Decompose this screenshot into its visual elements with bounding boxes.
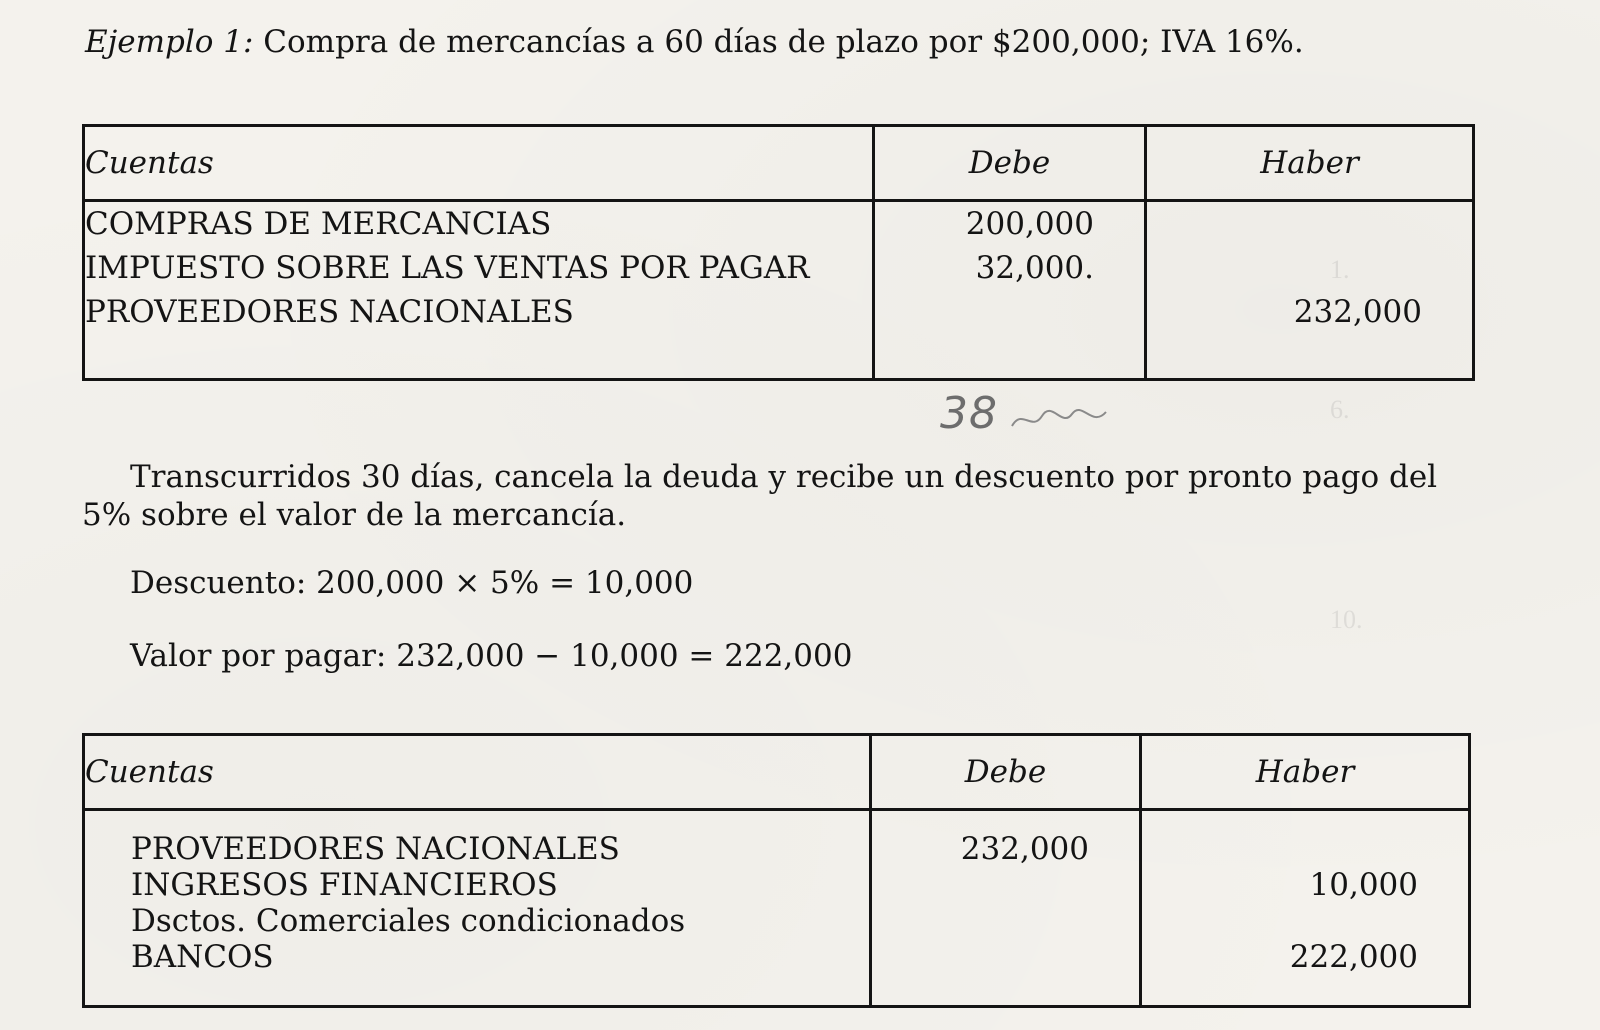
haber-amount — [1147, 246, 1472, 290]
debe-cell — [871, 810, 1141, 1007]
account-name: COMPRAS DE MERCANCIAS — [85, 206, 552, 242]
account-name: INGRESOS FINANCIEROS — [131, 867, 558, 903]
header-haber: Haber — [1141, 735, 1470, 810]
debe-amount — [872, 903, 1139, 939]
header-debe: Debe — [871, 735, 1141, 810]
table-header-row — [84, 735, 1470, 810]
pencil-scribble — [1010, 398, 1120, 438]
example-heading — [85, 24, 1304, 60]
table-header-row — [84, 126, 1474, 201]
header-haber: Haber — [1146, 126, 1474, 201]
payment-description: Transcurridos 30 días, cancela la deuda y recibe un descuento por pronto pago del 5% sobre el valor de la mercancía. — [82, 459, 1438, 533]
haber-cell — [1146, 201, 1474, 380]
accounts-cell — [84, 810, 871, 1007]
haber-amount: 222,000 — [1289, 939, 1418, 975]
account-name: IMPUESTO SOBRE LAS VENTAS POR PAGAR — [85, 250, 810, 286]
journal-entry-table-purchase — [82, 124, 1475, 381]
account-name: Dsctos. Comerciales condicionados — [131, 903, 686, 939]
handwritten-page-note: 38 — [940, 388, 998, 439]
example-description: Compra de mercancías a 60 días de plazo por $200,000; IVA 16%. — [263, 24, 1304, 60]
account-name: BANCOS — [131, 939, 274, 975]
bleed-through-text: 6. — [1330, 395, 1350, 424]
haber-cell — [1141, 810, 1470, 1007]
haber-amount: 232,000 — [1293, 294, 1422, 330]
header-cuentas: Cuentas — [84, 735, 871, 810]
debe-amount — [872, 939, 1139, 975]
header-cuentas: Cuentas — [84, 126, 874, 201]
header-debe: Debe — [874, 126, 1146, 201]
debe-amount — [872, 867, 1139, 903]
bleed-through-text: 1. — [1330, 255, 1350, 284]
debe-amount — [875, 290, 1144, 334]
debe-amount: 200,000 — [965, 206, 1094, 242]
discount-calculation: Descuento: 200,000 × 5% = 10,000 — [130, 565, 694, 601]
table-body-row — [84, 201, 1474, 380]
haber-amount: 10,000 — [1309, 867, 1418, 903]
bleed-through-text: 10. — [1330, 605, 1363, 634]
table-body-row — [84, 810, 1470, 1007]
haber-amount — [1147, 202, 1472, 246]
debe-amount: 232,000 — [960, 831, 1089, 867]
haber-amount — [1142, 903, 1468, 939]
haber-amount — [1142, 831, 1468, 867]
debe-cell — [874, 201, 1146, 380]
debe-amount: 32,000. — [975, 250, 1094, 286]
account-name: PROVEEDORES NACIONALES — [131, 831, 620, 867]
journal-entry-table-payment — [82, 733, 1471, 1008]
accounts-cell — [84, 201, 874, 380]
amount-due-calculation: Valor por pagar: 232,000 − 10,000 = 222,000 — [130, 638, 853, 674]
account-name: PROVEEDORES NACIONALES — [85, 294, 574, 330]
example-label: Ejemplo 1: — [85, 24, 254, 60]
